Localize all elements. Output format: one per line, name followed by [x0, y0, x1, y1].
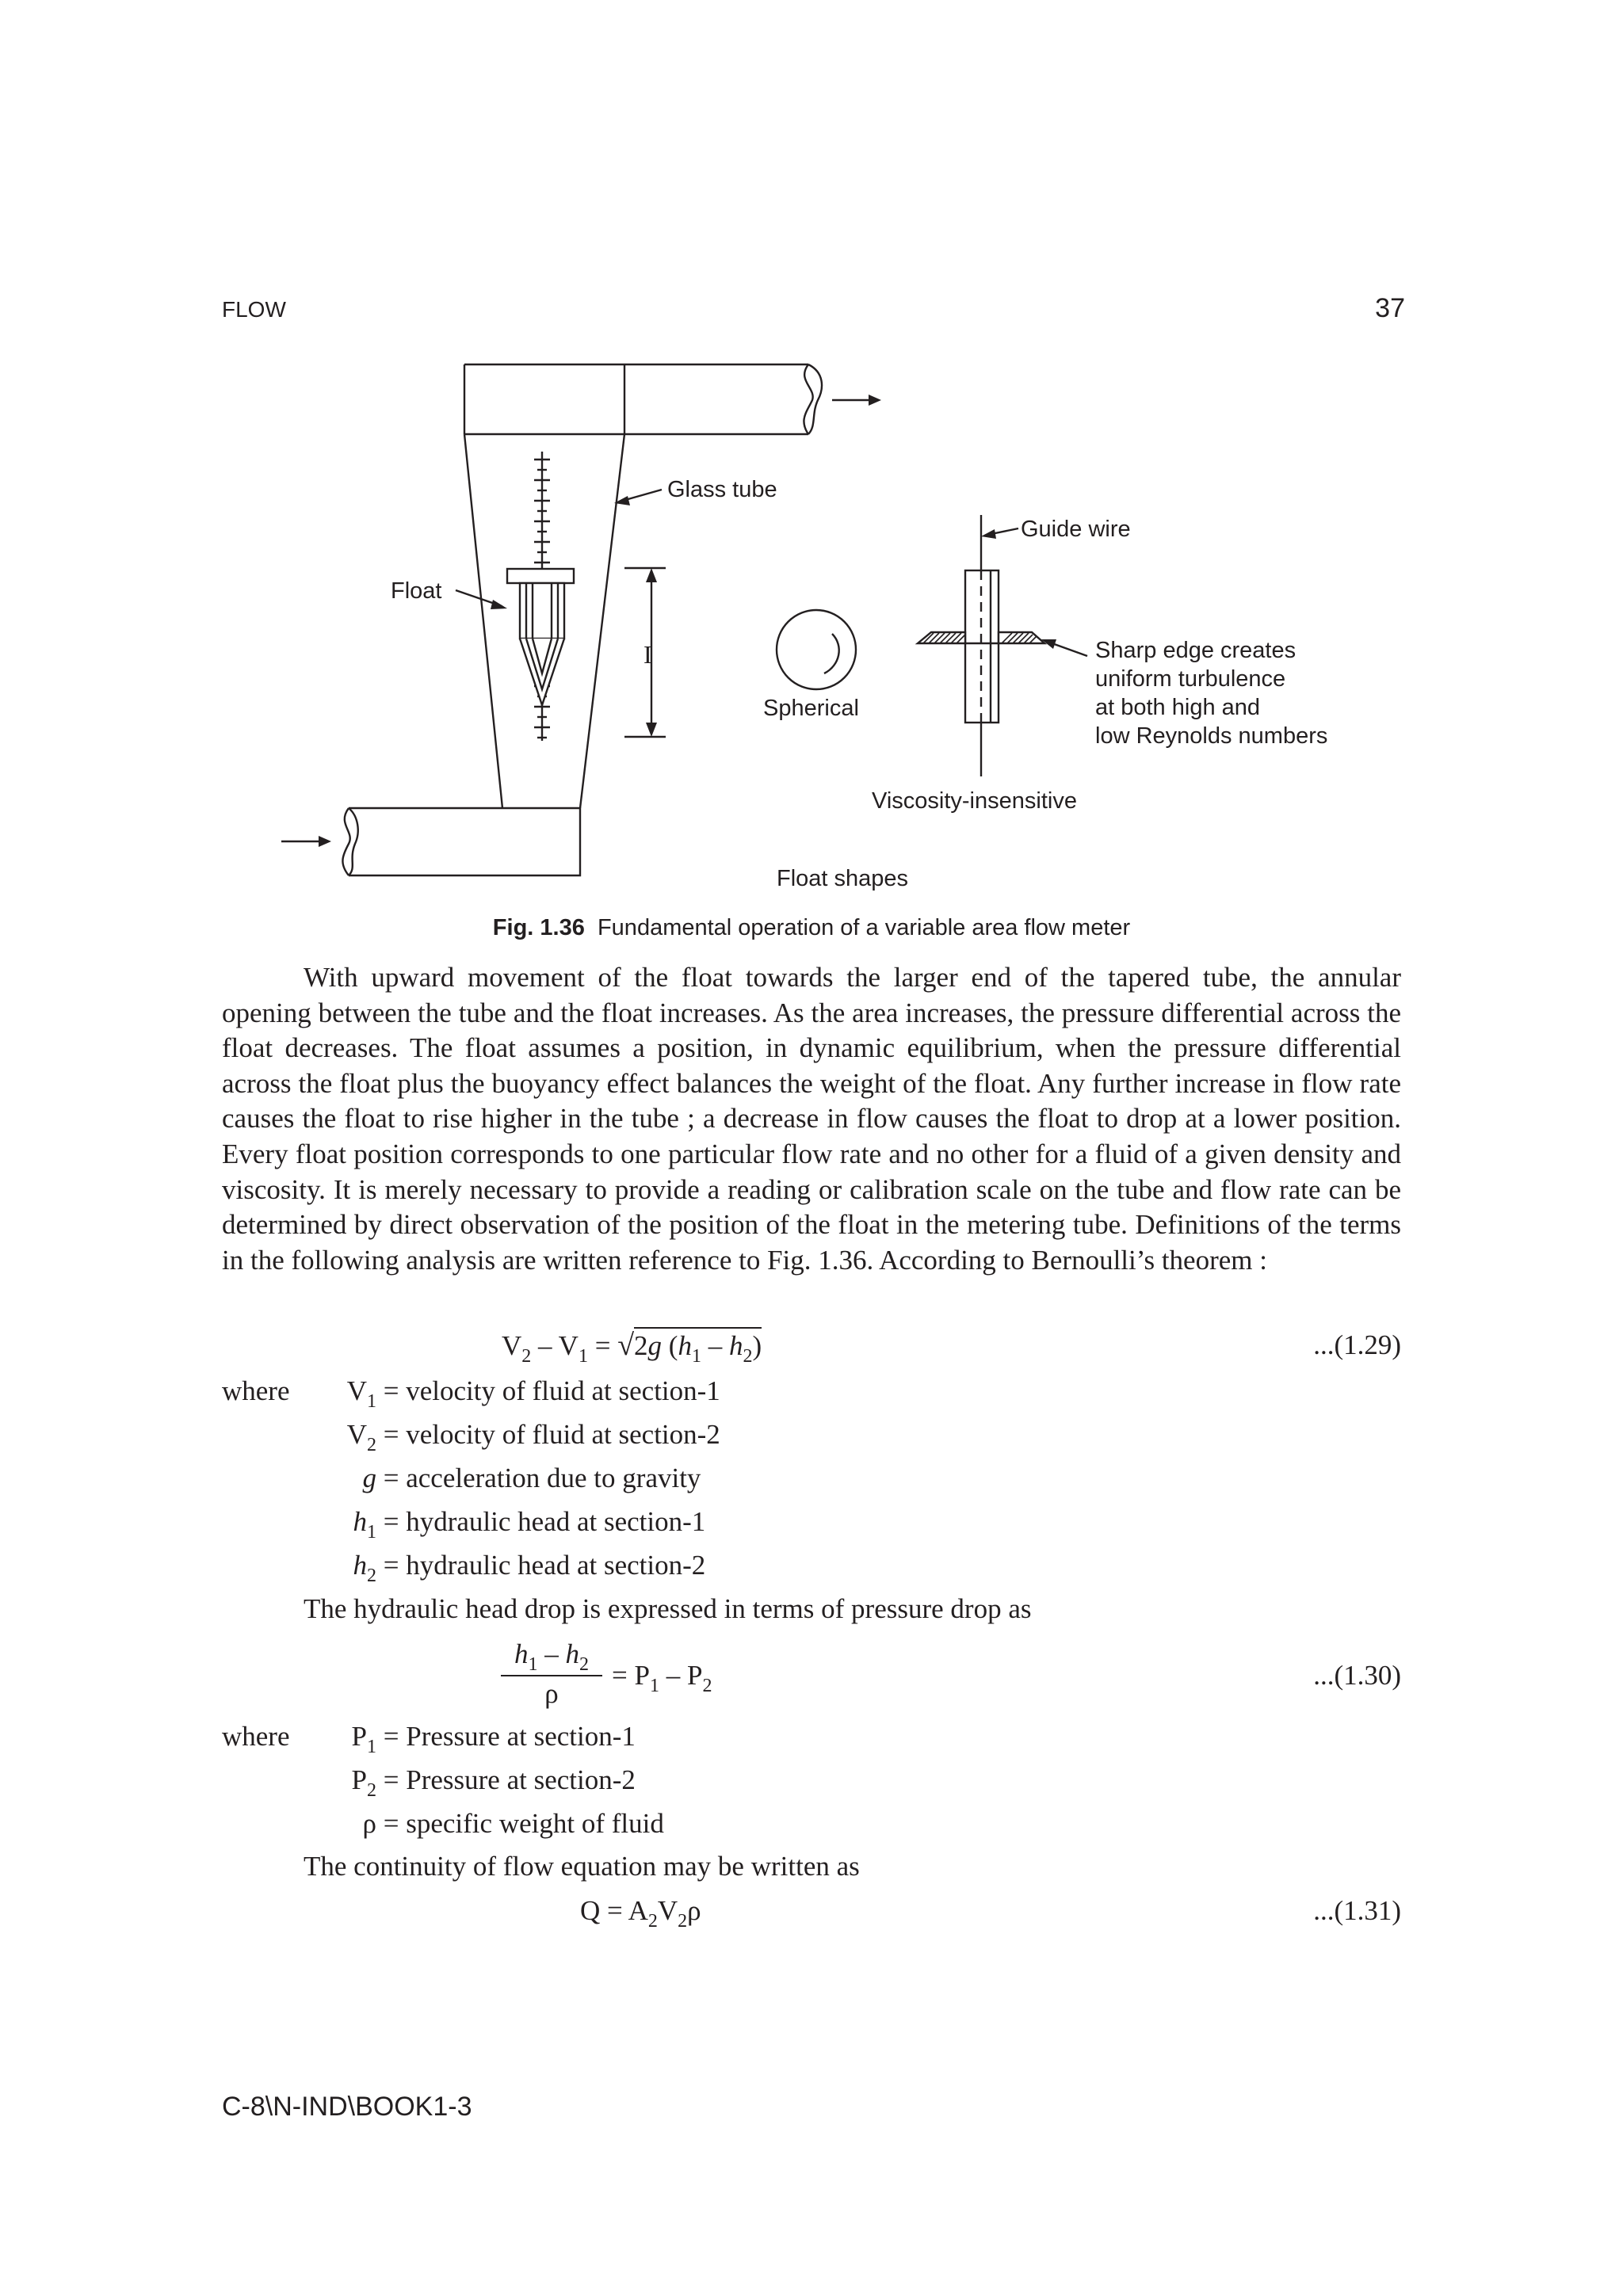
def-v2: $V_2$ = velocity of fluid at section-2	[346, 1419, 720, 1455]
figure-caption-label: Fig. 1.36	[492, 915, 585, 940]
def-g: g = acceleration due to gravity	[362, 1463, 701, 1493]
float-label: Float	[391, 578, 442, 604]
equation-1-30-number: ...(1.30)	[1313, 1660, 1401, 1691]
glass-tube-right-wall	[580, 434, 624, 808]
sqrt-sign: √	[617, 1329, 635, 1362]
head-drop-text: The hydraulic head drop is expressed in terms of pressure drop as	[304, 1593, 1032, 1624]
body-text	[222, 960, 1401, 1278]
sharp-edge-label-2: uniform turbulence	[1095, 666, 1286, 692]
sharp-edge-label-3: at both high and	[1095, 695, 1261, 720]
sharp-edge-label-4: low Reynolds numbers	[1095, 723, 1328, 749]
outlet-pipe-break	[804, 364, 822, 434]
viscosity-insensitive-label: Viscosity-insensitive	[872, 788, 1077, 814]
page-number: 37	[1375, 293, 1405, 323]
equation-1-30-fraction: $h_1 - h_2$ ρ	[501, 1638, 602, 1710]
sharp-edge-label-1: Sharp edge creates	[1095, 638, 1296, 663]
viscosity-insensitive-float	[918, 515, 1044, 776]
float-in-tube	[507, 569, 574, 705]
float-shapes-label: Float shapes	[777, 866, 909, 891]
where-label-1: where	[222, 1375, 290, 1406]
equation-1-30-rhs: = $P_1 - P_2$	[612, 1660, 712, 1696]
figure-caption	[0, 915, 1623, 941]
footer-code: C-8\N-IND\BOOK1-3	[222, 2092, 472, 2122]
figure-variable-area-flow-meter	[0, 0, 1623, 911]
def-v1: $V_1$ = velocity of fluid at section-1	[346, 1375, 720, 1412]
def-p1: $P_1$ = Pressure at section-1	[351, 1721, 636, 1757]
def-h2: $h_2$ = hydraulic head at section-2	[353, 1550, 706, 1586]
equation-1-31: $Q = A_2V_2\rho$	[580, 1895, 701, 1932]
inlet-pipe	[349, 808, 580, 875]
glass-tube-left-wall	[464, 434, 502, 808]
equation-1-29: $V_2 - V_1 = √2g$ $(h_1 - h_2)$	[502, 1329, 762, 1367]
def-p2: $P_2$ = Pressure at section-2	[351, 1764, 636, 1801]
spherical-float	[777, 610, 856, 689]
equation-1-29-number: ...(1.29)	[1313, 1329, 1401, 1360]
guide-wire-label: Guide wire	[1021, 517, 1131, 542]
where-label-2: where	[222, 1721, 290, 1752]
def-rho: ρ = specific weight of fluid	[362, 1808, 664, 1839]
glass-tube-label: Glass tube	[667, 477, 777, 502]
def-h1: $h_1$ = hydraulic head at section-1	[353, 1506, 706, 1543]
outlet-pipe	[464, 364, 808, 434]
running-header: FLOW	[222, 297, 286, 322]
inlet-pipe-break	[342, 808, 357, 875]
spherical-label: Spherical	[763, 696, 859, 721]
continuity-text: The continuity of flow equation may be written as	[304, 1851, 860, 1882]
height-label: I	[643, 640, 652, 669]
figure-caption-text: Fundamental operation of a variable area flow meter	[597, 915, 1131, 940]
equation-1-31-number: ...(1.31)	[1313, 1895, 1401, 1926]
body-paragraph: With upward movement of the float towards the larger end of the tapered tube, the annular opening between the tube and the float increases. As the area increases, the pressure differential across the float decreases. The float assumes a position, in dynamic equilibrium, when the pressure differential across the float plus the buoyancy effect balances the weight of the float. Any further increase in flow rate causes the float to rise higher in the tube ; a decrease in flow causes the float to drop at a lower position. Every float position corresponds to one particular flow rate and no other for a fluid of a given density and viscosity. It is merely necessary to provide a reading or calibration scale on the tube and flow rate can be determined by direct observation of the position of the float in the metering tube. Definitions of the terms in the following analysis are written reference to Fig. 1.36. According to Bernoulli’s theorem :	[222, 962, 1401, 1276]
